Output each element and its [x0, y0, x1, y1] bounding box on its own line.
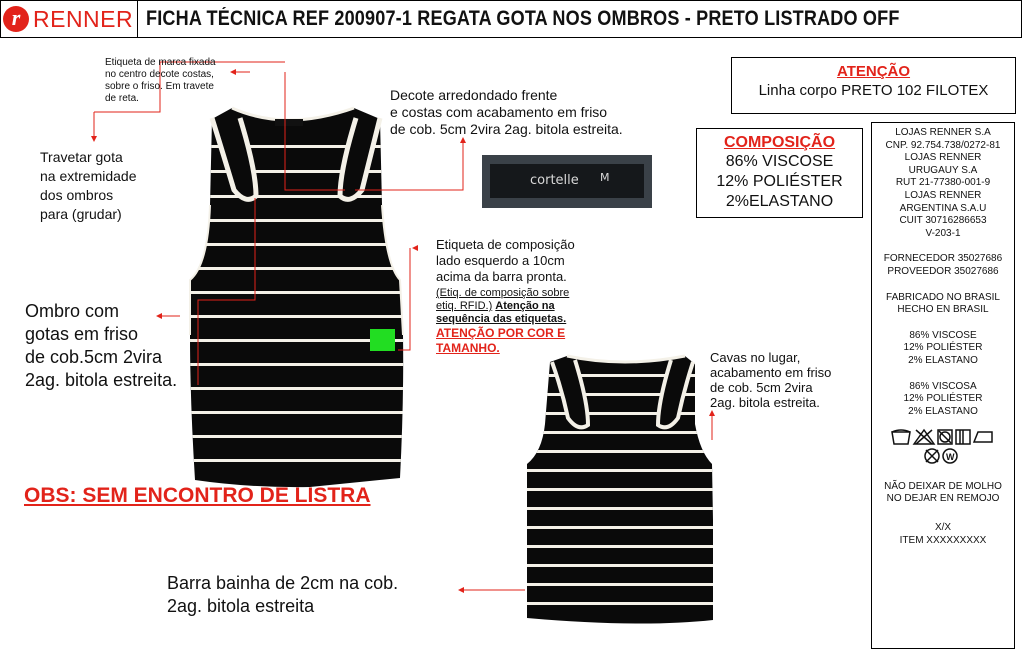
- care-label-fabricado: FABRICADO NO BRASIL HECHO EN BRASIL: [886, 291, 1000, 316]
- care-label-fornecedor: FORNECEDOR 35027686 PROVEEDOR 35027686: [883, 253, 1003, 277]
- back-view-garment: [520, 350, 720, 635]
- note-barra: Barra bainha de 2cm na cob. 2ag. bitola estreita: [167, 573, 399, 616]
- atencao-heading: ATENÇÃO: [836, 63, 911, 80]
- note-decote: Decote arredondado frente e costas com acabamento em friso de cob. 5cm 2vira 2ag. bitola estreita.: [390, 87, 623, 137]
- care-label: [871, 122, 1015, 649]
- atencao-text: Linha corpo PRETO 102 FILOTEX: [758, 82, 989, 99]
- composicao-box: [696, 128, 863, 218]
- care-label-comp-es: 86% VISCOSA 12% POLIÉSTER 2% ELASTANO: [903, 380, 983, 417]
- care-label-warning: NÃO DEIXAR DE MOLHO NO DEJAR EN REMOJO: [884, 480, 1002, 505]
- care-label-comp-pt: 86% VISCOSE 12% POLIÉSTER 2% ELASTANO: [903, 329, 983, 366]
- care-label-company: LOJAS RENNER S.A CNP. 92.754.738/0272-81 LOJAS RENNER URUGAUY S.A RUT 21-77380-001-9 LOJAS RENNER ARGENTINA S.A.U CUIT 30716286653 V-203-1: [885, 127, 1001, 239]
- care-label-item: ITEM XXXXXXXXX: [899, 534, 987, 546]
- care-symbols-icon: [888, 426, 998, 466]
- care-label-size: X/X: [934, 522, 952, 534]
- note-obs: OBS: SEM ENCONTRO DE LISTRA: [24, 484, 371, 507]
- brand-tag-text: cortelle: [530, 173, 579, 188]
- note-etiqueta-marca: Etiqueta de marca fixada no centro decote costas, sobre o friso. Em travete de reta.: [105, 57, 216, 104]
- composition-label-marker: [370, 329, 395, 351]
- note-cavas: Cavas no lugar, acabamento em friso de cob. 5cm 2vira 2ag. bitola estreita.: [710, 350, 832, 410]
- composicao-heading: COMPOSIÇÃO: [723, 134, 836, 151]
- composicao-lines: 86% VISCOSE 12% POLIÉSTER 2%ELASTANO: [716, 153, 843, 210]
- front-view-garment: [185, 100, 410, 495]
- note-etiqueta-composicao: Etiqueta de composição lado esquerdo a 10cm acima da barra pronta. (Etiq. de composição sobre etiq. RFID.) Atenção na sequência das etiquetas. ATENÇÃO POR COR E TAMANHO.: [436, 237, 575, 355]
- note-travetar: Travetar gota na extremidade dos ombros para (grudar): [40, 149, 137, 222]
- brand-tag-photo: [482, 155, 652, 208]
- page-title: FICHA TÉCNICA REF 200907-1 REGATA GOTA NOS OMBROS - PRETO LISTRADO OFF: [146, 7, 900, 30]
- atencao-box: [731, 57, 1016, 114]
- svg-text:W: W: [946, 452, 955, 463]
- brand-tag-size: M: [600, 171, 610, 184]
- logo-text: RENNER: [33, 6, 134, 32]
- note-ombro: Ombro com gotas em friso de cob.5cm 2vira 2ag. bitola estreita.: [25, 301, 178, 390]
- renner-logo-icon: r: [3, 6, 29, 32]
